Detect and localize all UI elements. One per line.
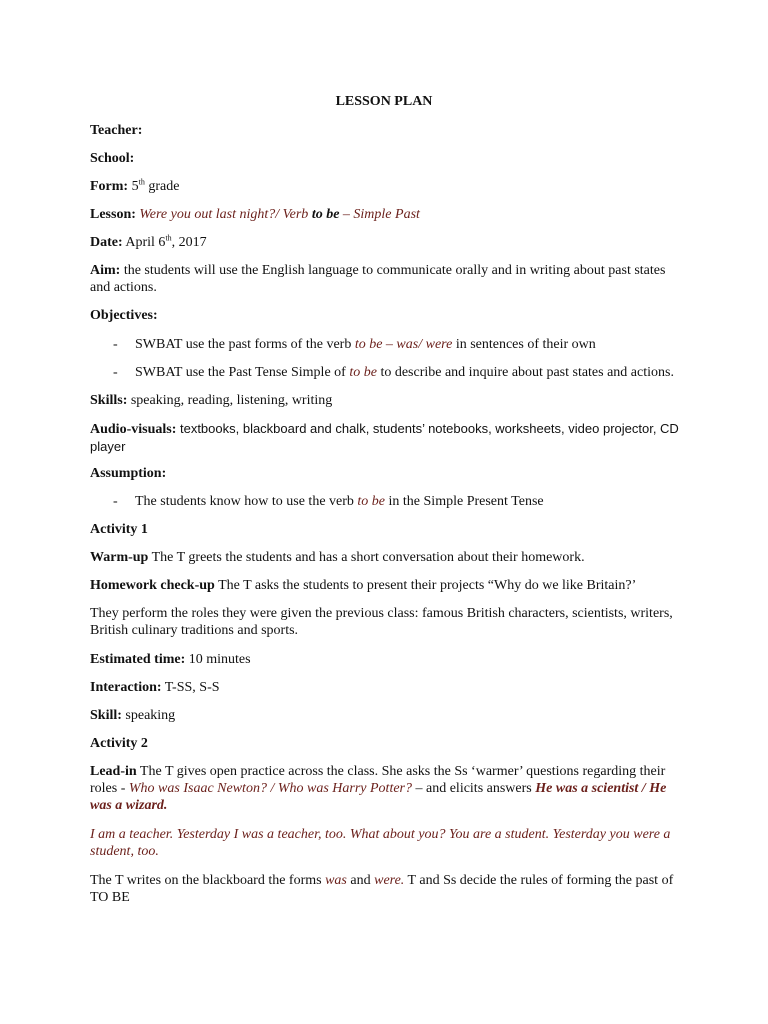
homework-text: The T asks the students to present their projects “Why do we like Britain?’ (214, 578, 637, 593)
lesson-title-part3: – Simple Past (339, 207, 420, 222)
date-part1: April 6 (122, 235, 166, 250)
objective-2-italic: to be (349, 365, 377, 380)
page-title: LESSON PLAN (335, 94, 433, 109)
audio-visuals-label: Audio-visuals: (90, 422, 177, 437)
aim-paragraph (90, 262, 680, 296)
skills-text: speaking, reading, listening, writing (127, 393, 333, 408)
objectives-label: Objectives: (90, 308, 158, 323)
form-line (90, 178, 680, 195)
date-label: Date: (90, 235, 123, 250)
warm-up-text: The T greets the students and has a short conversation about their homework. (148, 550, 585, 565)
blackboard-were: were. (374, 873, 405, 888)
skill-value: speaking (121, 708, 176, 723)
audio-visuals-paragraph (90, 420, 680, 456)
date-sup: th (165, 233, 172, 243)
blackboard-mid: and (346, 873, 375, 888)
assumption-1-italic: to be (357, 494, 386, 509)
lesson-label: Lesson: (90, 207, 136, 222)
objective-2-post: to describe and inquire about past states and actions. (376, 365, 674, 380)
lead-in-italic-1: Who was Isaac Newton? / Who was Harry Potter? (128, 781, 412, 796)
school-label: School: (90, 151, 135, 166)
lesson-title-part2: to be (311, 207, 340, 222)
aim-text: the students will use the English language to communicate orally and in writing about past states and actions. (90, 263, 666, 295)
activity-1-heading: Activity 1 (90, 522, 148, 537)
estimated-time-label: Estimated time: (90, 652, 186, 667)
form-number: 5 (131, 179, 139, 194)
lead-in-paragraph (90, 763, 680, 814)
assumption-1-post: in the Simple Present Tense (385, 494, 544, 509)
example-paragraph: I am a teacher. Yesterday I was a teacher, too. What about you? You are a student. Yesterday you were a student, too. (90, 827, 671, 859)
objective-1-pre: SWBAT use the past forms of the verb (135, 337, 355, 352)
lead-in-text-2: – and elicits answers (412, 781, 536, 796)
activity-2-heading: Activity 2 (90, 736, 148, 751)
objective-1-italic: to be – was/ were (354, 337, 453, 352)
homework-label: Homework check-up (90, 578, 215, 593)
form-rest: grade (144, 179, 180, 194)
blackboard-paragraph (90, 872, 680, 906)
blackboard-pre: The T writes on the blackboard the forms (90, 873, 326, 888)
warm-up-label: Warm-up (90, 550, 149, 565)
lead-in-italic-2: He was a scientist / He was a wizard. (90, 781, 667, 813)
form-sup: th (138, 177, 145, 187)
bullet-dash: - (113, 494, 118, 509)
warm-up-line (90, 549, 680, 566)
homework-line (90, 577, 680, 594)
aim-label: Aim: (90, 263, 121, 278)
objective-item-2 (113, 364, 674, 381)
skills-label: Skills: (90, 393, 128, 408)
interaction-value: T-SS, S-S (161, 680, 220, 695)
assumption-1-pre: The students know how to use the verb (135, 494, 358, 509)
interaction-label: Interaction: (90, 680, 162, 695)
blackboard-was: was (325, 873, 347, 888)
roles-paragraph: They perform the roles they were given the previous class: famous British characters, scientists, writers, British culinary traditions and sports. (90, 606, 673, 638)
blackboard-post: T and Ss decide the rules of forming the past of TO BE (90, 873, 674, 905)
skills-line (90, 392, 680, 409)
skill-label: Skill: (90, 708, 122, 723)
interaction-line (90, 679, 680, 696)
estimated-time-line (90, 651, 680, 668)
bullet-dash: - (113, 365, 118, 380)
date-line (90, 234, 680, 251)
lesson-line (90, 206, 680, 223)
date-part2: , 2017 (171, 235, 207, 250)
skill-line (90, 707, 680, 724)
audio-visuals-text: textbooks, blackboard and chalk, students’ notebooks, worksheets, video projector, CD player (90, 421, 679, 454)
objective-item-1 (113, 336, 596, 353)
lead-in-text-1: The T gives open practice across the class. She asks the Ss ‘warmer’ questions regarding their roles - (90, 764, 666, 796)
lesson-title-part1: Were you out last night?/ Verb (135, 207, 312, 222)
assumption-label: Assumption: (90, 466, 167, 481)
estimated-time-value: 10 minutes (185, 652, 251, 667)
form-label: Form: (90, 179, 129, 194)
objective-2-pre: SWBAT use the Past Tense Simple of (135, 365, 350, 380)
objective-1-post: in sentences of their own (452, 337, 596, 352)
assumption-item-1 (113, 493, 544, 510)
lead-in-label: Lead-in (90, 764, 137, 779)
bullet-dash: - (113, 337, 118, 352)
teacher-label: Teacher: (90, 123, 143, 138)
